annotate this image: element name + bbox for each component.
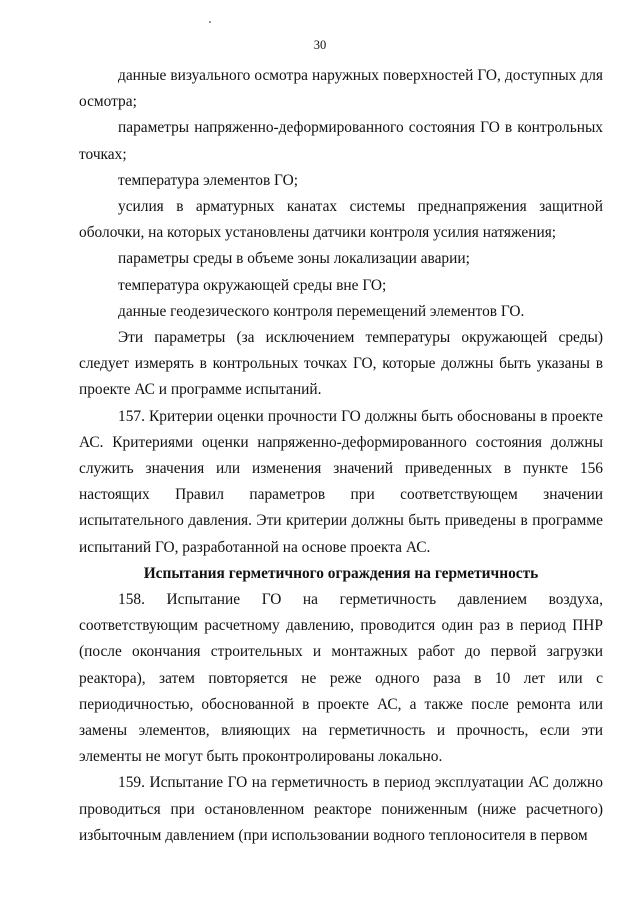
paragraph: Эти параметры (за исключением температуры окружающей среды) следует измерять в контрольных точках ГО, которые должны быть указаны в проекте АС и программе испытаний. bbox=[79, 329, 603, 399]
scan-speck bbox=[209, 21, 211, 23]
paragraph-159: 159. Испытание ГО на герметичность в период эксплуатации АС должно проводиться при остановленном реакторе пониженным (ниже расчетного) избыточным давлением (при использовании водного теплоносителя в первом bbox=[79, 774, 603, 844]
paragraph: данные геодезического контроля перемещений элементов ГО. bbox=[118, 302, 525, 320]
paragraph-157: 157. Критерии оценки прочности ГО должны быть обоснованы в проекте АС. Критериями оценки напряженно-деформированного состояния должны служить значения или изменения значений приведенных в пункте 156 настоящих Правил параметров при соответствующем значении испытательного давления. Эти критерии должны быть приведены в программе испытаний ГО, разработанной на основе проекта АС. bbox=[79, 407, 603, 556]
paragraph: параметры среды в объеме зоны локализации аварии; bbox=[118, 250, 470, 268]
paragraph-158: 158. Испытание ГО на герметичность давлением воздуха, соответствующим расчетному давлению, проводится один раз в период ПНР (после окончания строительных и монтажных работ до первой загрузки реактора), затем повторяется не реже одного раза в 10 лет или с периодичностью, обоснованной в проекте АС, а также после ремонта или замены элементов, влияющих на герметичность и прочность, если эти элементы не могут быть проконтролированы локально. bbox=[79, 591, 603, 766]
document-body bbox=[79, 63, 603, 849]
paragraph: температура элементов ГО; bbox=[118, 171, 298, 189]
paragraph: данные визуального осмотра наружных поверхностей ГО, доступных для осмотра; bbox=[79, 67, 603, 111]
section-heading: Испытания герметичного ограждения на герметичность bbox=[143, 564, 539, 582]
page-number: 30 bbox=[313, 38, 327, 52]
paragraph: параметры напряженно-деформированного состояния ГО в контрольных точках; bbox=[79, 119, 603, 163]
paragraph: усилия в арматурных канатах системы преднапряжения защитной оболочки, на которых установлены датчики контроля усилия натяжения; bbox=[79, 198, 603, 242]
paragraph: температура окружающей среды вне ГО; bbox=[118, 276, 387, 294]
